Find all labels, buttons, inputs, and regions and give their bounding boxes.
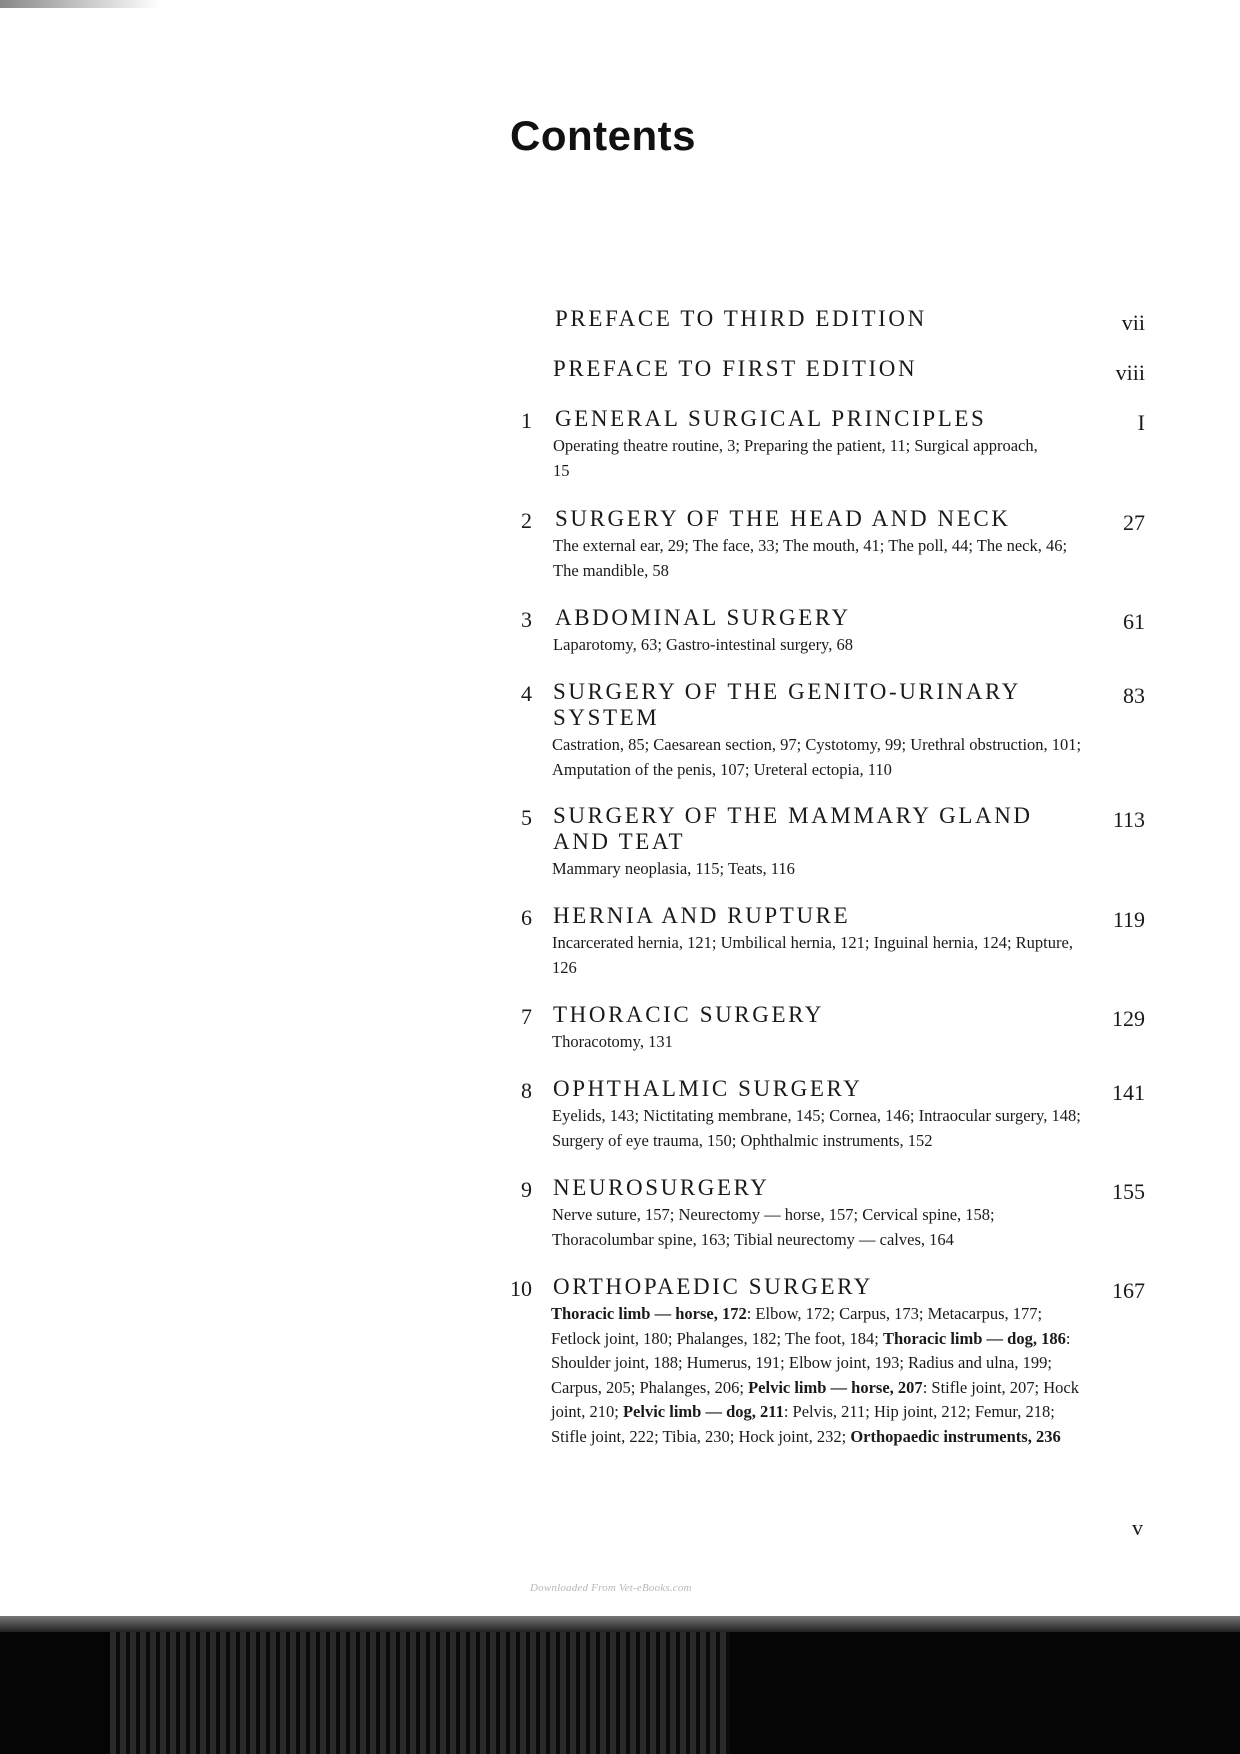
entry-heading[interactable]: PREFACE TO THIRD EDITION xyxy=(555,306,927,331)
entry-page: 61 xyxy=(1123,609,1145,634)
entry-page: 113 xyxy=(1112,807,1145,832)
entry-heading[interactable]: SURGERY OF THE MAMMARY GLAND AND TEAT xyxy=(553,803,1033,854)
entry-subtopics: Operating theatre routine, 3; Preparing the patient, 11; Surgical approach, 15 xyxy=(553,436,1038,480)
entry-heading[interactable]: ABDOMINAL SURGERY xyxy=(555,605,851,630)
chapter-number: 10 xyxy=(510,1276,532,1301)
entry-heading[interactable]: PREFACE TO FIRST EDITION xyxy=(553,356,918,381)
entry-heading[interactable]: HERNIA AND RUPTURE xyxy=(553,903,851,928)
entry-page: 155 xyxy=(1112,1179,1145,1204)
entry-subtopics: Nerve suture, 157; Neurectomy — horse, 157; Cervical spine, 158; Thoracolumbar spine, 163; Tibial neurectomy — calves, 164 xyxy=(552,1205,995,1249)
entry-heading[interactable]: NEUROSURGERY xyxy=(553,1175,770,1200)
chapter-number: 4 xyxy=(521,681,532,706)
chapter-number: 6 xyxy=(521,905,532,930)
subtopic-group-heading: Thoracic limb — horse, 172 xyxy=(551,1304,747,1323)
chapter-number: 9 xyxy=(521,1177,532,1202)
entry-heading[interactable]: ORTHOPAEDIC SURGERY xyxy=(553,1274,874,1299)
subtopic-group-heading: Pelvic limb — dog, 211 xyxy=(622,1402,784,1421)
page-title: Contents xyxy=(510,112,696,159)
watermark: Downloaded From Vet-eBooks.com xyxy=(530,1582,692,1594)
entry-heading[interactable]: GENERAL SURGICAL PRINCIPLES xyxy=(555,406,987,431)
subtopic-group-heading: Pelvic limb — horse, 207 xyxy=(748,1377,923,1397)
entry-heading[interactable]: OPHTHALMIC SURGERY xyxy=(553,1076,863,1101)
chapter-number: 1 xyxy=(521,408,532,433)
entry-page: I xyxy=(1137,410,1145,435)
chapter-number: 8 xyxy=(521,1078,532,1103)
entry-page: viii xyxy=(1115,360,1145,385)
entry-heading[interactable]: SURGERY OF THE HEAD AND NECK xyxy=(555,506,1011,531)
entry-page: vii xyxy=(1121,310,1145,335)
entry-heading[interactable]: SURGERY OF THE GENITO-URINARY SYSTEM xyxy=(553,679,1021,730)
chapter-number: 7 xyxy=(521,1004,532,1029)
entry-page: 27 xyxy=(1123,510,1145,535)
entry-subtopics: Incarcerated hernia, 121; Umbilical hernia, 121; Inguinal hernia, 124; Rupture, 126 xyxy=(552,933,1073,977)
subtopic-text: : Elbow, 172; Carpus, 173; Metacarpus, 177; Fetlock joint, 180; Phalanges, 182; The foot, 184; xyxy=(551,1304,1043,1348)
entry-subtopics: Thoracotomy, 131 xyxy=(552,1032,673,1051)
subtopic-text: : Stifle joint, 207; Hock joint, 210; xyxy=(551,1377,1079,1421)
chapter-number: 3 xyxy=(521,607,532,632)
subtopic-group-heading: Orthopaedic instruments, 236 xyxy=(850,1426,1061,1446)
entry-page: 129 xyxy=(1112,1006,1145,1031)
subtopic-group-heading: Thoracic limb — dog, 186 xyxy=(882,1328,1066,1348)
chapter-number: 2 xyxy=(521,508,532,533)
entry-heading[interactable]: THORACIC SURGERY xyxy=(553,1002,824,1027)
entry-subtopics: Mammary neoplasia, 115; Teats, 116 xyxy=(552,859,795,878)
page-number: v xyxy=(1132,1515,1143,1540)
subtopic-text: : Shoulder joint, 188; Humerus, 191; Elbow joint, 193; Radius and ulna, 199; Carpus, 205; Phalanges, 206; xyxy=(551,1328,1071,1397)
entry-subtopics: Castration, 85; Caesarean section, 97; Cystotomy, 99; Urethral obstruction, 101; Amputation of the penis, 107; Ureteral ectopia, 110 xyxy=(552,735,1082,779)
chapter-number: 5 xyxy=(521,805,532,830)
entry-subtopics: Laparotomy, 63; Gastro-intestinal surgery, 68 xyxy=(553,635,853,654)
entry-page: 141 xyxy=(1112,1080,1145,1105)
entry-page: 119 xyxy=(1112,907,1145,932)
scan-edge-shadow xyxy=(0,0,160,8)
entry-subtopics xyxy=(551,1302,1091,1449)
entry-subtopics: Eyelids, 143; Nictitating membrane, 145; Cornea, 146; Intraocular surgery, 148; Surgery of eye trauma, 150; Ophthalmic instruments, 152 xyxy=(552,1106,1081,1150)
entry-page: 83 xyxy=(1123,683,1145,708)
scan-border xyxy=(0,1616,1240,1754)
entry-subtopics: The external ear, 29; The face, 33; The mouth, 41; The poll, 44; The neck, 46; The mandible, 58 xyxy=(553,536,1068,580)
subtopic-text: : Pelvis, 211; Hip joint, 212; Femur, 218; Stifle joint, 222; Tibia, 230; Hock joint, 232; xyxy=(551,1402,1055,1446)
entry-page: 167 xyxy=(1112,1278,1145,1303)
